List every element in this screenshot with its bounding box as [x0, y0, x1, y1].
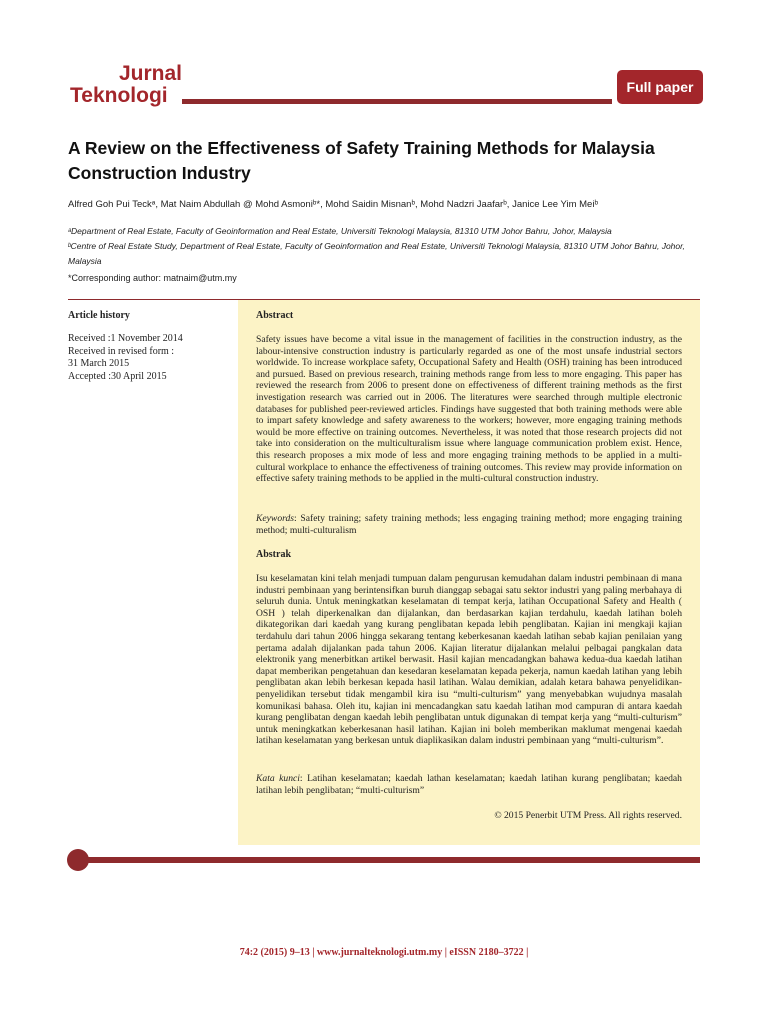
revised-label: Received in revised form : [68, 345, 175, 357]
full-paper-badge: Full paper [617, 70, 703, 104]
keywords-text: : Safety training; safety training methods; less engaging training method; more engaging training method; multi-culturalism [256, 513, 682, 536]
accepted-date: Accepted :30 April 2015 [68, 370, 167, 382]
affiliation-b: ᵇCentre of Real Estate Study, Department of Real Estate, Faculty of Geoinformation and Real Estate, Universiti Teknologi Malaysia, 81310 UTM Johor Bahru, Johor, Malaysia [68, 241, 685, 266]
corresponding-author: *Corresponding author: matnaim@utm.my [68, 273, 237, 283]
abstrak-text: Isu keselamatan kini telah menjadi tumpuan dalam pengurusan kemudahan dalam industri pembinaan di mana industri pembinaan yang berintensifkan buruh dianggap sebagai satu sektor industri yang paling merbahaya di seluruh dunia. Untuk meningkatkan keselamatan di tempat kerja, latihan Occupational Safety and Health ( OSH ) telah diperkenalkan dan dijalankan, dan berdasarkan kajian terdahulu, kaedah latihan boleh dikategorikan dari kaedah yang kurang penglibatan kepada lebih penglibatan. Kajian ini mengkaji kajian terdahulu dari tahun 2006 hingga sekarang tentang keberkesanan kaedah latihan sebab kajian penilaian yang pertama adalah dijalankan pada tahun 2006. Kajian literatur dijalankan melalui pelbagai pangkalan data elektronik yang menerbitkan artikel berwasit. Hasil kajian mencadangkan bahawa kedua-dua kaedah latihan dapat memberikan pengetahuan dan kesedaran keselamatan kepada pekerja, namun kaedah latihan yang lebih penglibatan akan lebih berkesan kepada hasil latihan. Walau demikian, adalah ketara bahawa penyelidikan-penyelidikan tersebut tidak mengambil kira isu “multi-culturism” yang menyebabkan wujudnya masalah komunikasi bahasa. Oleh itu, kajian ini mencadangkan satu kaedah latihan mod campuran di antara kaedah kurang penglibatan dengan kaedah lebih penglibatan untuk digunakan di tempat kerja yang “multi-culturism” untuk meningkatkan keberkesanan hasil latihan. Kajian ini boleh memberikan maklumat mengenai kaedah latihan keselamatan yang berkesan untuk diaplikasikan dalam industri pembinaan yang “multi-culturism”. [256, 573, 682, 747]
abstract-text: Safety issues have become a vital issue in the management of facilities in the construction industry, as the labour-intensive construction industry is particularly regarded as one of the most unsafe industrial sectors worldwide. To increase workplace safety, Occupational Safety and Health (OSH) training has been introduced and pursued. Based on previous research, training methods range from less to more engaging. This paper has reviewed the research from 2006 to present done on effectiveness of different training methods as the first investigation research was carried out in 2006. The literatures were searched through multiple electronic databases for published peer-reviewed articles. Findings have suggested that both training methods were able to impart safety knowledge and safety awareness to the workers; however, more engaging training methods would be more effective on training outcomes. Nevertheless, it was noted that those research projects did not take into consideration on the multiculturalism issue where language communication problem exist. Hence, this research proposes a mix mode of less and more engaging training methods to be applied in a multi-cultural workplace to enhance the effectiveness of training outcomes. This review may provide information on effective safety training methods to be applied in the multi-cultural construction industry. [256, 334, 682, 485]
bottom-rule [80, 857, 700, 863]
journal-logo [70, 63, 182, 107]
article-history-title: Article history [68, 310, 130, 321]
abstract-heading: Abstract [256, 310, 294, 321]
logo-line-1: Jurnal [119, 62, 183, 85]
kata-kunci-text: : Latihan keselamatan; kaedah lathan keselamatan; kaedah latihan kurang penglibatan; kaedah latihan lebih penglibatan; “multi-culturism” [256, 773, 682, 796]
header-rule [182, 99, 612, 104]
received-date: Received :1 November 2014 [68, 333, 183, 344]
logo-line-2: Teknologi [70, 84, 168, 107]
article-history [68, 333, 228, 383]
kata-kunci-label: Kata kunci [256, 773, 300, 784]
paper-title: A Review on the Effectiveness of Safety Training Methods for Malaysia Construction Industry [68, 138, 655, 183]
abstract-keywords [256, 513, 682, 536]
revised-date: 31 March 2015 [68, 358, 130, 369]
keywords-label: Keywords [256, 513, 295, 524]
page-footer: 74:2 (2015) 9–13 | www.jurnalteknologi.utm.my | eISSN 2180–3722 | [239, 947, 529, 958]
abstrak-keywords [256, 773, 682, 796]
affiliation-a: ᵃDepartment of Real Estate, Faculty of Geoinformation and Real Estate, Universiti Teknologi Malaysia, 81310 UTM Johor Bahru, Johor, Malaysia [68, 226, 612, 236]
bottom-rule-dot [67, 849, 89, 871]
author-list: Alfred Goh Pui Teckᵃ, Mat Naim Abdullah @ Mohd Asmoniᵇ*, Mohd Saidin Misnanᵇ, Mohd Nadzri Jaafarᵇ, Janice Lee Yim Meiᵇ [68, 199, 599, 210]
copyright-notice: © 2015 Penerbit UTM Press. All rights reserved. [494, 810, 682, 821]
abstract-panel [238, 300, 700, 845]
abstrak-heading: Abstrak [256, 549, 292, 560]
